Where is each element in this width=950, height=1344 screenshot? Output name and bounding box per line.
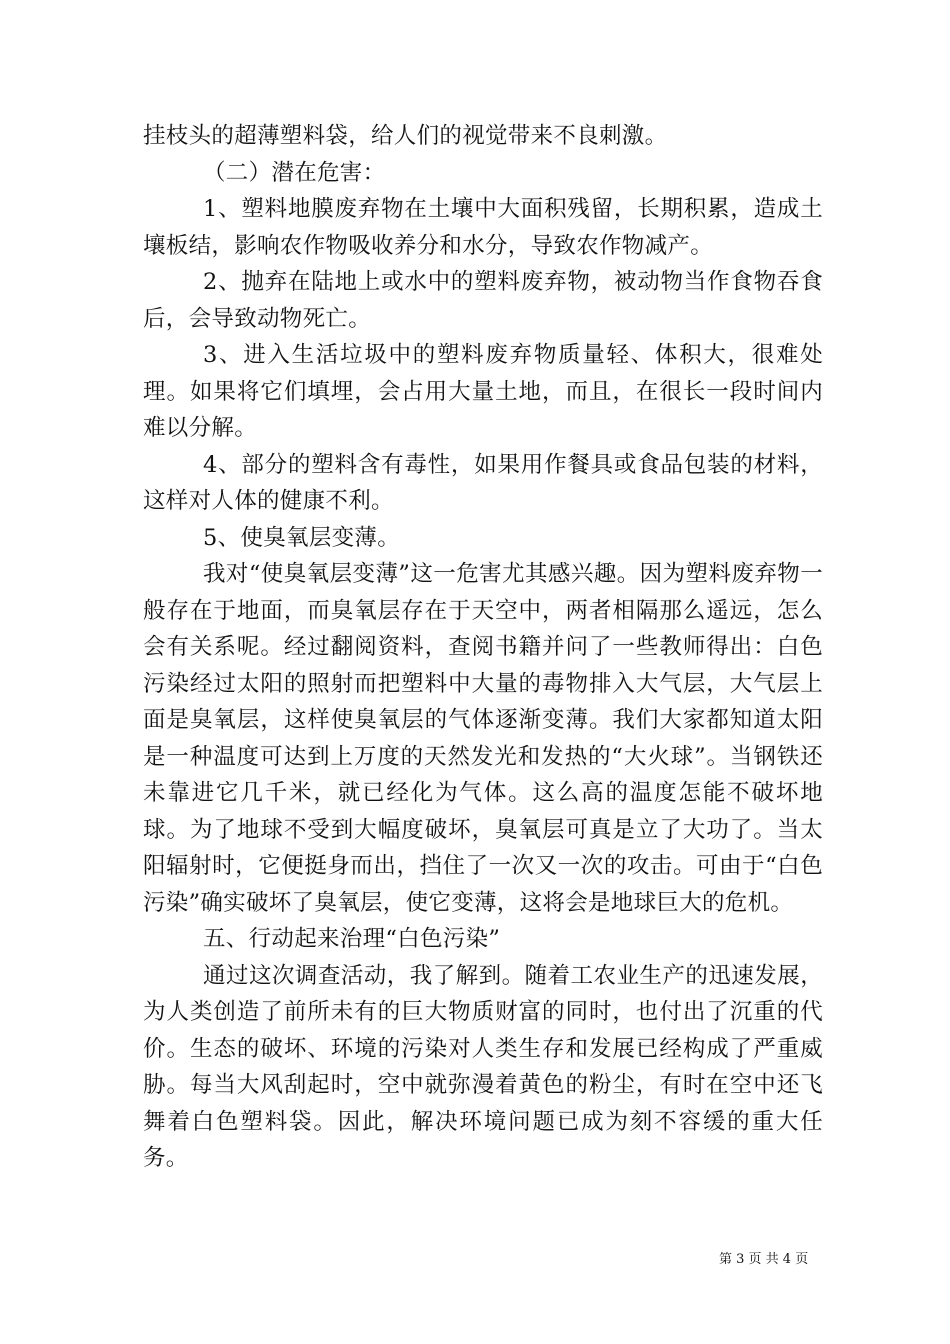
section-heading-potential-harm: （二）潜在危害： [203, 159, 386, 186]
paragraph-item-2: 2、抛弃在陆地上或水中的塑料废弃物，被动物当作食物吞食后，会导致动物死亡。 [143, 269, 823, 332]
paragraph-ozone-discussion: 我对“使臭氧层变薄”这一危害尤其感兴趣。因为塑料废弃物一般存在于地面，而臭氧层存在于天空中，两者相隔那么遥远，怎么会有关系呢。经过翻阅资料，查阅书籍并问了一些教师得出：白色污染经过太阳的照射而把塑料中大量的毒物排入大气层，大气层上面是臭氧层，这样使臭氧层的气体逐渐变薄。我们大家都知道太阳是一种温度可达到上万度的天然发光和发热的“大火球”。当钢铁还未靠进它几千米，就已经化为气体。这么高的温度怎能不破坏地球。为了地球不受到大幅度破坏，臭氧层可真是立了大功了。当太阳辐射时，它便挺身而出，挡住了一次又一次的攻击。可由于“白色污染”确实破坏了臭氧层，使它变薄，这将会是地球巨大的危机。 [143, 561, 823, 916]
paragraph-item-4: 4、部分的塑料含有毒性，如果用作餐具或食品包装的材料，这样对人体的健康不利。 [143, 451, 823, 514]
page-number-footer: 第 3 页 共 4 页 [719, 1252, 809, 1267]
paragraph-continuation: 挂枝头的超薄塑料袋，给人们的视觉带来不良刺激。 [143, 123, 668, 149]
paragraph-item-3: 3、进入生活垃圾中的塑料废弃物质量轻、体积大，很难处理。如果将它们填埋，会占用大量土地，而且，在很长一段时间内难以分解。 [143, 342, 823, 441]
paragraph-conclusion: 通过这次调查活动，我了解到。随着工农业生产的迅速发展，为人类创造了前所未有的巨大物质财富的同时，也付出了沉重的代价。生态的破坏、环境的污染对人类生存和发展已经构成了严重威胁。每当大风刮起时，空中就弥漫着黄色的粉尘，有时在空中还飞舞着白色塑料袋。因此，解决环境问题已成为刻不容缓的重大任务。 [143, 962, 823, 1171]
paragraph-item-5: 5、使臭氧层变薄。 [203, 524, 401, 551]
paragraph-item-1: 1、塑料地膜废弃物在土壤中大面积残留，长期积累，造成土壤板结，影响农作物吸收养分和水分，导致农作物减产。 [143, 196, 823, 259]
document-body [143, 118, 823, 1177]
section-heading-action: 五、行动起来治理“白色污染” [203, 926, 501, 952]
